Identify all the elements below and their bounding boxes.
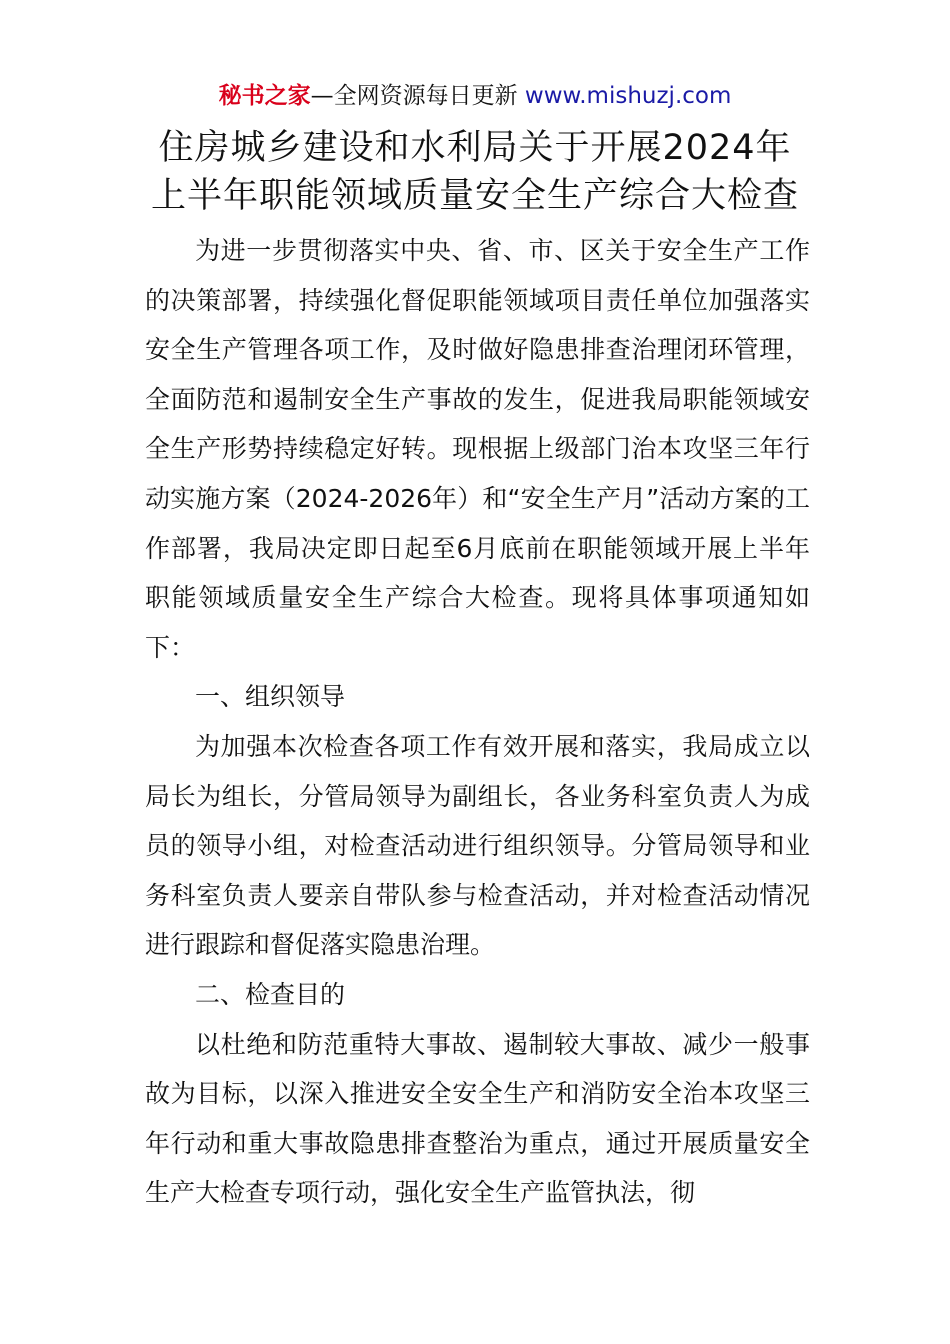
paragraph-purpose: 以杜绝和防范重特大事故、遏制较大事故、减少一般事故为目标，以深入推进安全安全生产和消防安全治本攻坚三年行动和重大事故隐患排查整治为重点，通过开展质量安全生产大检查专项行动，强化安全生产监管执法，彻	[145, 1029, 810, 1208]
title-line-2: 上半年职能领域质量安全生产综合大检查	[150, 176, 799, 216]
section-heading-organization: 一、组织领导	[195, 682, 346, 712]
section-heading-purpose: 二、检查目的	[195, 979, 346, 1009]
paragraph-intro: 为进一步贯彻落实中央、省、市、区关于安全生产工作的决策部署，持续强化督促职能领域项目责任单位加强落实安全生产管理各项工作，及时做好隐患排查治理闭环管理，全面防范和遏制安全生产事故的发生，促进我局职能领域安全生产形势持续稳定好转。现根据上级部门治本攻坚三年行动实施方案（2024-2026年）和“安全生产月”活动方案的工作部署，我局决定即日起至6月底前在职能领域开展上半年职能领域质量安全生产综合大检查。现将具体事项通知如下：	[145, 236, 810, 662]
site-banner	[0, 80, 950, 112]
site-url-link[interactable]: www.mishuzj.com	[524, 83, 732, 109]
document-title	[0, 124, 950, 220]
brand-name: 秘书之家	[218, 83, 311, 109]
banner-tagline: —全网资源每日更新	[310, 83, 518, 109]
title-line-1: 住房城乡建设和水利局关于开展2024年	[158, 128, 792, 168]
paragraph-organization: 为加强本次检查各项工作有效开展和落实，我局成立以局长为组长，分管局领导为副组长，各业务科室负责人为成员的领导小组，对检查活动进行组织领导。分管局领导和业务科室负责人要亲自带队参与检查活动，并对检查活动情况进行跟踪和督促落实隐患治理。	[145, 731, 810, 960]
document-body	[145, 226, 810, 1218]
